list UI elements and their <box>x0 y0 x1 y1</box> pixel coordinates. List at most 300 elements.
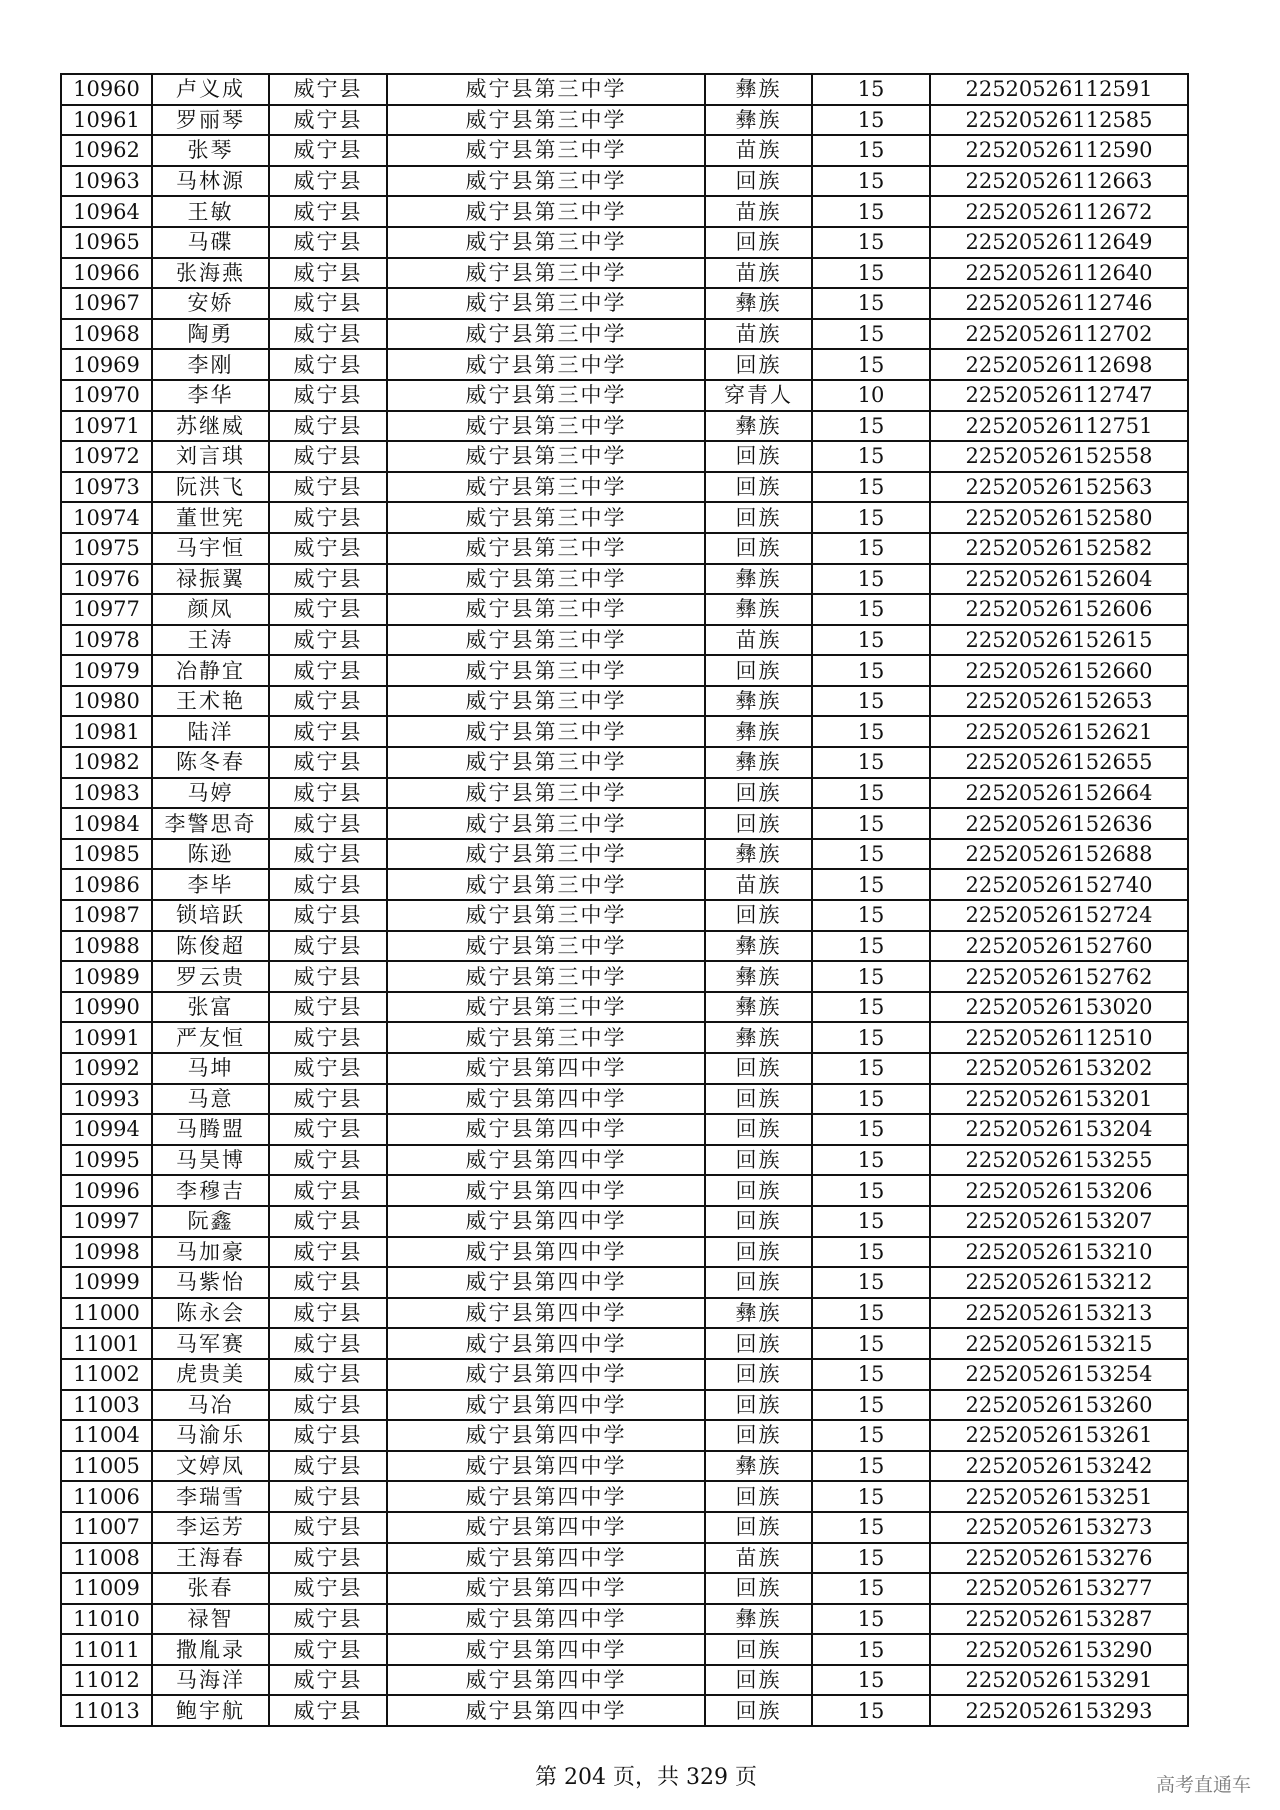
exam-number-cell: 22520526152604 <box>930 564 1188 595</box>
county-cell: 威宁县 <box>269 594 387 625</box>
exam-number-cell: 22520526152724 <box>930 900 1188 931</box>
ethnicity-cell: 彝族 <box>705 564 812 595</box>
bonus-points-cell: 15 <box>812 288 930 319</box>
table-row <box>61 1328 1188 1359</box>
exam-number-cell: 22520526153287 <box>930 1604 1188 1635</box>
row-number-cell: 10994 <box>61 1114 152 1145</box>
ethnicity-cell: 回族 <box>705 1512 812 1543</box>
table-row <box>61 900 1188 931</box>
row-number-cell: 10964 <box>61 196 152 227</box>
row-number-cell: 10977 <box>61 594 152 625</box>
student-name-cell: 董世宪 <box>152 502 269 533</box>
student-name-cell: 张富 <box>152 992 269 1023</box>
exam-number-cell: 22520526153277 <box>930 1573 1188 1604</box>
school-cell: 威宁县第三中学 <box>387 808 705 839</box>
exam-number-cell: 22520526153020 <box>930 992 1188 1023</box>
school-cell: 威宁县第三中学 <box>387 472 705 503</box>
bonus-points-cell: 15 <box>812 196 930 227</box>
county-cell: 威宁县 <box>269 992 387 1023</box>
student-name-cell: 李毕 <box>152 869 269 900</box>
exam-number-cell: 22520526153204 <box>930 1114 1188 1145</box>
student-name-cell: 罗丽琴 <box>152 105 269 136</box>
exam-number-cell: 22520526153206 <box>930 1175 1188 1206</box>
row-number-cell: 11002 <box>61 1359 152 1390</box>
table-row <box>61 1359 1188 1390</box>
row-number-cell: 10996 <box>61 1175 152 1206</box>
row-number-cell: 10987 <box>61 900 152 931</box>
school-cell: 威宁县第三中学 <box>387 258 705 289</box>
bonus-points-cell: 15 <box>812 441 930 472</box>
bonus-points-cell: 15 <box>812 808 930 839</box>
student-name-cell: 李警思奇 <box>152 808 269 839</box>
county-cell: 威宁县 <box>269 319 387 350</box>
student-name-cell: 马婷 <box>152 778 269 809</box>
county-cell: 威宁县 <box>269 288 387 319</box>
ethnicity-cell: 彝族 <box>705 686 812 717</box>
bonus-points-cell: 15 <box>812 869 930 900</box>
row-number-cell: 10992 <box>61 1053 152 1084</box>
school-cell: 威宁县第四中学 <box>387 1695 705 1726</box>
school-cell: 威宁县第三中学 <box>387 227 705 258</box>
exam-number-cell: 22520526152760 <box>930 931 1188 962</box>
row-number-cell: 10983 <box>61 778 152 809</box>
school-cell: 威宁县第三中学 <box>387 166 705 197</box>
student-name-cell: 马昊博 <box>152 1145 269 1176</box>
student-name-cell: 冶静宜 <box>152 655 269 686</box>
bonus-points-cell: 15 <box>812 625 930 656</box>
table-row <box>61 441 1188 472</box>
table-row <box>61 1053 1188 1084</box>
row-number-cell: 10969 <box>61 349 152 380</box>
school-cell: 威宁县第三中学 <box>387 196 705 227</box>
table-row <box>61 533 1188 564</box>
ethnicity-cell: 回族 <box>705 808 812 839</box>
bonus-points-cell: 15 <box>812 1022 930 1053</box>
table-row <box>61 105 1188 136</box>
school-cell: 威宁县第三中学 <box>387 961 705 992</box>
bonus-points-cell: 15 <box>812 1206 930 1237</box>
student-name-cell: 王海春 <box>152 1543 269 1574</box>
county-cell: 威宁县 <box>269 1114 387 1145</box>
table-row <box>61 594 1188 625</box>
student-name-cell: 陈逊 <box>152 839 269 870</box>
school-cell: 威宁县第四中学 <box>387 1604 705 1635</box>
ethnicity-cell: 彝族 <box>705 716 812 747</box>
student-name-cell: 马意 <box>152 1084 269 1115</box>
county-cell: 威宁县 <box>269 747 387 778</box>
table-row <box>61 1267 1188 1298</box>
ethnicity-cell: 回族 <box>705 1114 812 1145</box>
bonus-points-cell: 15 <box>812 1359 930 1390</box>
county-cell: 威宁县 <box>269 166 387 197</box>
student-name-cell: 马紫怡 <box>152 1267 269 1298</box>
exam-number-cell: 22520526112640 <box>930 258 1188 289</box>
county-cell: 威宁县 <box>269 1695 387 1726</box>
county-cell: 威宁县 <box>269 349 387 380</box>
student-name-cell: 陈俊超 <box>152 931 269 962</box>
table-row <box>61 686 1188 717</box>
bonus-points-cell: 15 <box>812 1604 930 1635</box>
bonus-points-cell: 15 <box>812 961 930 992</box>
ethnicity-cell: 彝族 <box>705 992 812 1023</box>
ethnicity-cell: 彝族 <box>705 1451 812 1482</box>
ethnicity-cell: 彝族 <box>705 288 812 319</box>
table-row <box>61 1634 1188 1665</box>
row-number-cell: 11010 <box>61 1604 152 1635</box>
exam-number-cell: 22520526152688 <box>930 839 1188 870</box>
county-cell: 威宁县 <box>269 1084 387 1115</box>
exam-number-cell: 22520526153273 <box>930 1512 1188 1543</box>
ethnicity-cell: 回族 <box>705 1573 812 1604</box>
table-row <box>61 380 1188 411</box>
exam-number-cell: 22520526153212 <box>930 1267 1188 1298</box>
county-cell: 威宁县 <box>269 655 387 686</box>
student-name-cell: 安娇 <box>152 288 269 319</box>
row-number-cell: 10965 <box>61 227 152 258</box>
ethnicity-cell: 回族 <box>705 1695 812 1726</box>
table-row <box>61 1604 1188 1635</box>
table-row <box>61 227 1188 258</box>
student-name-cell: 阮鑫 <box>152 1206 269 1237</box>
bonus-points-cell: 15 <box>812 655 930 686</box>
bonus-points-cell: 15 <box>812 1237 930 1268</box>
exam-number-cell: 22520526152580 <box>930 502 1188 533</box>
exam-number-cell: 22520526153251 <box>930 1481 1188 1512</box>
bonus-points-cell: 15 <box>812 1114 930 1145</box>
exam-number-cell: 22520526152606 <box>930 594 1188 625</box>
student-name-cell: 陆洋 <box>152 716 269 747</box>
ethnicity-cell: 回族 <box>705 227 812 258</box>
student-name-cell: 李刚 <box>152 349 269 380</box>
exam-number-cell: 22520526152563 <box>930 472 1188 503</box>
exam-number-cell: 22520526153261 <box>930 1420 1188 1451</box>
table-row <box>61 778 1188 809</box>
bonus-points-cell: 15 <box>812 227 930 258</box>
student-name-cell: 禄智 <box>152 1604 269 1635</box>
student-name-cell: 马军赛 <box>152 1328 269 1359</box>
table-row <box>61 349 1188 380</box>
row-number-cell: 10967 <box>61 288 152 319</box>
exam-number-cell: 22520526153276 <box>930 1543 1188 1574</box>
student-name-cell: 马渝乐 <box>152 1420 269 1451</box>
ethnicity-cell: 回族 <box>705 1481 812 1512</box>
ethnicity-cell: 苗族 <box>705 1543 812 1574</box>
table-row <box>61 747 1188 778</box>
exam-number-cell: 22520526153207 <box>930 1206 1188 1237</box>
student-name-cell: 李瑞雪 <box>152 1481 269 1512</box>
ethnicity-cell: 彝族 <box>705 411 812 442</box>
school-cell: 威宁县第三中学 <box>387 105 705 136</box>
county-cell: 威宁县 <box>269 961 387 992</box>
county-cell: 威宁县 <box>269 1145 387 1176</box>
school-cell: 威宁县第四中学 <box>387 1114 705 1145</box>
row-number-cell: 11006 <box>61 1481 152 1512</box>
row-number-cell: 11005 <box>61 1451 152 1482</box>
table-row <box>61 655 1188 686</box>
exam-number-cell: 22520526153260 <box>930 1390 1188 1421</box>
ethnicity-cell: 回族 <box>705 1175 812 1206</box>
table-row <box>61 472 1188 503</box>
ethnicity-cell: 苗族 <box>705 258 812 289</box>
row-number-cell: 10973 <box>61 472 152 503</box>
bonus-points-cell: 15 <box>812 1145 930 1176</box>
school-cell: 威宁县第三中学 <box>387 380 705 411</box>
exam-number-cell: 22520526152558 <box>930 441 1188 472</box>
bonus-points-cell: 15 <box>812 533 930 564</box>
school-cell: 威宁县第三中学 <box>387 441 705 472</box>
row-number-cell: 10985 <box>61 839 152 870</box>
county-cell: 威宁县 <box>269 1390 387 1421</box>
ethnicity-cell: 彝族 <box>705 931 812 962</box>
table-row <box>61 411 1188 442</box>
bonus-points-cell: 15 <box>812 135 930 166</box>
row-number-cell: 10993 <box>61 1084 152 1115</box>
table-row <box>61 258 1188 289</box>
student-list-table <box>60 73 1189 1727</box>
school-cell: 威宁县第三中学 <box>387 869 705 900</box>
table-row <box>61 1084 1188 1115</box>
row-number-cell: 11000 <box>61 1298 152 1329</box>
row-number-cell: 10990 <box>61 992 152 1023</box>
county-cell: 威宁县 <box>269 74 387 105</box>
county-cell: 威宁县 <box>269 1481 387 1512</box>
county-cell: 威宁县 <box>269 441 387 472</box>
exam-number-cell: 22520526112590 <box>930 135 1188 166</box>
row-number-cell: 11001 <box>61 1328 152 1359</box>
row-number-cell: 10988 <box>61 931 152 962</box>
bonus-points-cell: 15 <box>812 349 930 380</box>
exam-number-cell: 22520526112591 <box>930 74 1188 105</box>
exam-number-cell: 22520526152740 <box>930 869 1188 900</box>
county-cell: 威宁县 <box>269 686 387 717</box>
bonus-points-cell: 15 <box>812 992 930 1023</box>
school-cell: 威宁县第三中学 <box>387 655 705 686</box>
school-cell: 威宁县第四中学 <box>387 1328 705 1359</box>
school-cell: 威宁县第三中学 <box>387 288 705 319</box>
ethnicity-cell: 回族 <box>705 1206 812 1237</box>
county-cell: 威宁县 <box>269 533 387 564</box>
county-cell: 威宁县 <box>269 839 387 870</box>
school-cell: 威宁县第四中学 <box>387 1634 705 1665</box>
ethnicity-cell: 回族 <box>705 1359 812 1390</box>
county-cell: 威宁县 <box>269 227 387 258</box>
row-number-cell: 10978 <box>61 625 152 656</box>
row-number-cell: 11008 <box>61 1543 152 1574</box>
table-row <box>61 716 1188 747</box>
exam-number-cell: 22520526153242 <box>930 1451 1188 1482</box>
student-name-cell: 锁培跃 <box>152 900 269 931</box>
county-cell: 威宁县 <box>269 1573 387 1604</box>
student-name-cell: 虎贵美 <box>152 1359 269 1390</box>
county-cell: 威宁县 <box>269 1175 387 1206</box>
student-name-cell: 马宇恒 <box>152 533 269 564</box>
school-cell: 威宁县第四中学 <box>387 1573 705 1604</box>
county-cell: 威宁县 <box>269 502 387 533</box>
school-cell: 威宁县第四中学 <box>387 1206 705 1237</box>
exam-number-cell: 22520526152615 <box>930 625 1188 656</box>
ethnicity-cell: 回族 <box>705 1237 812 1268</box>
ethnicity-cell: 苗族 <box>705 625 812 656</box>
student-name-cell: 李运芳 <box>152 1512 269 1543</box>
exam-number-cell: 22520526112751 <box>930 411 1188 442</box>
county-cell: 威宁县 <box>269 1451 387 1482</box>
school-cell: 威宁县第四中学 <box>387 1543 705 1574</box>
exam-number-cell: 22520526152655 <box>930 747 1188 778</box>
bonus-points-cell: 15 <box>812 1328 930 1359</box>
page-number: 第 204 页，共 329 页 <box>535 1765 757 1790</box>
bonus-points-cell: 15 <box>812 747 930 778</box>
table-row <box>61 1573 1188 1604</box>
exam-number-cell: 22520526153201 <box>930 1084 1188 1115</box>
student-name-cell: 马碟 <box>152 227 269 258</box>
school-cell: 威宁县第三中学 <box>387 716 705 747</box>
school-cell: 威宁县第四中学 <box>387 1298 705 1329</box>
table-row <box>61 808 1188 839</box>
ethnicity-cell: 回族 <box>705 166 812 197</box>
row-number-cell: 10982 <box>61 747 152 778</box>
row-number-cell: 10995 <box>61 1145 152 1176</box>
exam-number-cell: 22520526112672 <box>930 196 1188 227</box>
county-cell: 威宁县 <box>269 1359 387 1390</box>
bonus-points-cell: 15 <box>812 778 930 809</box>
student-name-cell: 马海洋 <box>152 1665 269 1696</box>
table-row <box>61 74 1188 105</box>
row-number-cell: 10972 <box>61 441 152 472</box>
ethnicity-cell: 回族 <box>705 1267 812 1298</box>
ethnicity-cell: 回族 <box>705 349 812 380</box>
ethnicity-cell: 彝族 <box>705 594 812 625</box>
ethnicity-cell: 彝族 <box>705 747 812 778</box>
ethnicity-cell: 彝族 <box>705 1604 812 1635</box>
student-name-cell: 马坤 <box>152 1053 269 1084</box>
table-row <box>61 1206 1188 1237</box>
ethnicity-cell: 苗族 <box>705 196 812 227</box>
student-name-cell: 马腾盟 <box>152 1114 269 1145</box>
table-row <box>61 1022 1188 1053</box>
row-number-cell: 10984 <box>61 808 152 839</box>
school-cell: 威宁县第三中学 <box>387 900 705 931</box>
ethnicity-cell: 回族 <box>705 1390 812 1421</box>
school-cell: 威宁县第四中学 <box>387 1481 705 1512</box>
school-cell: 威宁县第四中学 <box>387 1267 705 1298</box>
school-cell: 威宁县第四中学 <box>387 1053 705 1084</box>
school-cell: 威宁县第四中学 <box>387 1451 705 1482</box>
student-name-cell: 陈永会 <box>152 1298 269 1329</box>
bonus-points-cell: 15 <box>812 1665 930 1696</box>
bonus-points-cell: 15 <box>812 1084 930 1115</box>
bonus-points-cell: 15 <box>812 166 930 197</box>
row-number-cell: 10970 <box>61 380 152 411</box>
bonus-points-cell: 15 <box>812 1573 930 1604</box>
row-number-cell: 10997 <box>61 1206 152 1237</box>
county-cell: 威宁县 <box>269 564 387 595</box>
table-row <box>61 1665 1188 1696</box>
student-name-cell: 鲍宇航 <box>152 1695 269 1726</box>
ethnicity-cell: 回族 <box>705 441 812 472</box>
ethnicity-cell: 回族 <box>705 1665 812 1696</box>
student-name-cell: 张春 <box>152 1573 269 1604</box>
ethnicity-cell: 彝族 <box>705 1298 812 1329</box>
table-row <box>61 1298 1188 1329</box>
county-cell: 威宁县 <box>269 1543 387 1574</box>
school-cell: 威宁县第三中学 <box>387 502 705 533</box>
bonus-points-cell: 15 <box>812 502 930 533</box>
student-name-cell: 王术艳 <box>152 686 269 717</box>
county-cell: 威宁县 <box>269 1665 387 1696</box>
student-name-cell: 颜凤 <box>152 594 269 625</box>
table-row <box>61 992 1188 1023</box>
row-number-cell: 10971 <box>61 411 152 442</box>
school-cell: 威宁县第三中学 <box>387 931 705 962</box>
ethnicity-cell: 穿青人 <box>705 380 812 411</box>
school-cell: 威宁县第三中学 <box>387 594 705 625</box>
ethnicity-cell: 回族 <box>705 1420 812 1451</box>
exam-number-cell: 22520526152621 <box>930 716 1188 747</box>
row-number-cell: 11012 <box>61 1665 152 1696</box>
student-name-cell: 刘言琪 <box>152 441 269 472</box>
row-number-cell: 10979 <box>61 655 152 686</box>
ethnicity-cell: 彝族 <box>705 839 812 870</box>
county-cell: 威宁县 <box>269 1298 387 1329</box>
school-cell: 威宁县第三中学 <box>387 992 705 1023</box>
bonus-points-cell: 15 <box>812 1543 930 1574</box>
table-row <box>61 166 1188 197</box>
bonus-points-cell: 15 <box>812 74 930 105</box>
student-name-cell: 李穆吉 <box>152 1175 269 1206</box>
county-cell: 威宁县 <box>269 1328 387 1359</box>
bonus-points-cell: 15 <box>812 594 930 625</box>
bonus-points-cell: 15 <box>812 258 930 289</box>
county-cell: 威宁县 <box>269 808 387 839</box>
ethnicity-cell: 回族 <box>705 655 812 686</box>
county-cell: 威宁县 <box>269 1022 387 1053</box>
row-number-cell: 11007 <box>61 1512 152 1543</box>
school-cell: 威宁县第四中学 <box>387 1665 705 1696</box>
exam-number-cell: 22520526112747 <box>930 380 1188 411</box>
exam-number-cell: 22520526152582 <box>930 533 1188 564</box>
row-number-cell: 11011 <box>61 1634 152 1665</box>
bonus-points-cell: 15 <box>812 105 930 136</box>
bonus-points-cell: 15 <box>812 839 930 870</box>
ethnicity-cell: 回族 <box>705 1053 812 1084</box>
ethnicity-cell: 回族 <box>705 472 812 503</box>
row-number-cell: 10999 <box>61 1267 152 1298</box>
exam-number-cell: 22520526112746 <box>930 288 1188 319</box>
ethnicity-cell: 苗族 <box>705 319 812 350</box>
school-cell: 威宁县第四中学 <box>387 1237 705 1268</box>
student-name-cell: 阮洪飞 <box>152 472 269 503</box>
bonus-points-cell: 15 <box>812 411 930 442</box>
table-row <box>61 961 1188 992</box>
row-number-cell: 11013 <box>61 1695 152 1726</box>
ethnicity-cell: 回族 <box>705 1328 812 1359</box>
table-row <box>61 839 1188 870</box>
bonus-points-cell: 15 <box>812 1451 930 1482</box>
student-name-cell: 陶勇 <box>152 319 269 350</box>
county-cell: 威宁县 <box>269 1634 387 1665</box>
county-cell: 威宁县 <box>269 258 387 289</box>
table-row <box>61 1420 1188 1451</box>
table-row <box>61 869 1188 900</box>
school-cell: 威宁县第三中学 <box>387 319 705 350</box>
row-number-cell: 10980 <box>61 686 152 717</box>
row-number-cell: 10961 <box>61 105 152 136</box>
exam-number-cell: 22520526152660 <box>930 655 1188 686</box>
watermark: 高考直通车 <box>1156 1774 1252 1796</box>
bonus-points-cell: 15 <box>812 1298 930 1329</box>
ethnicity-cell: 回族 <box>705 778 812 809</box>
bonus-points-cell: 15 <box>812 1695 930 1726</box>
